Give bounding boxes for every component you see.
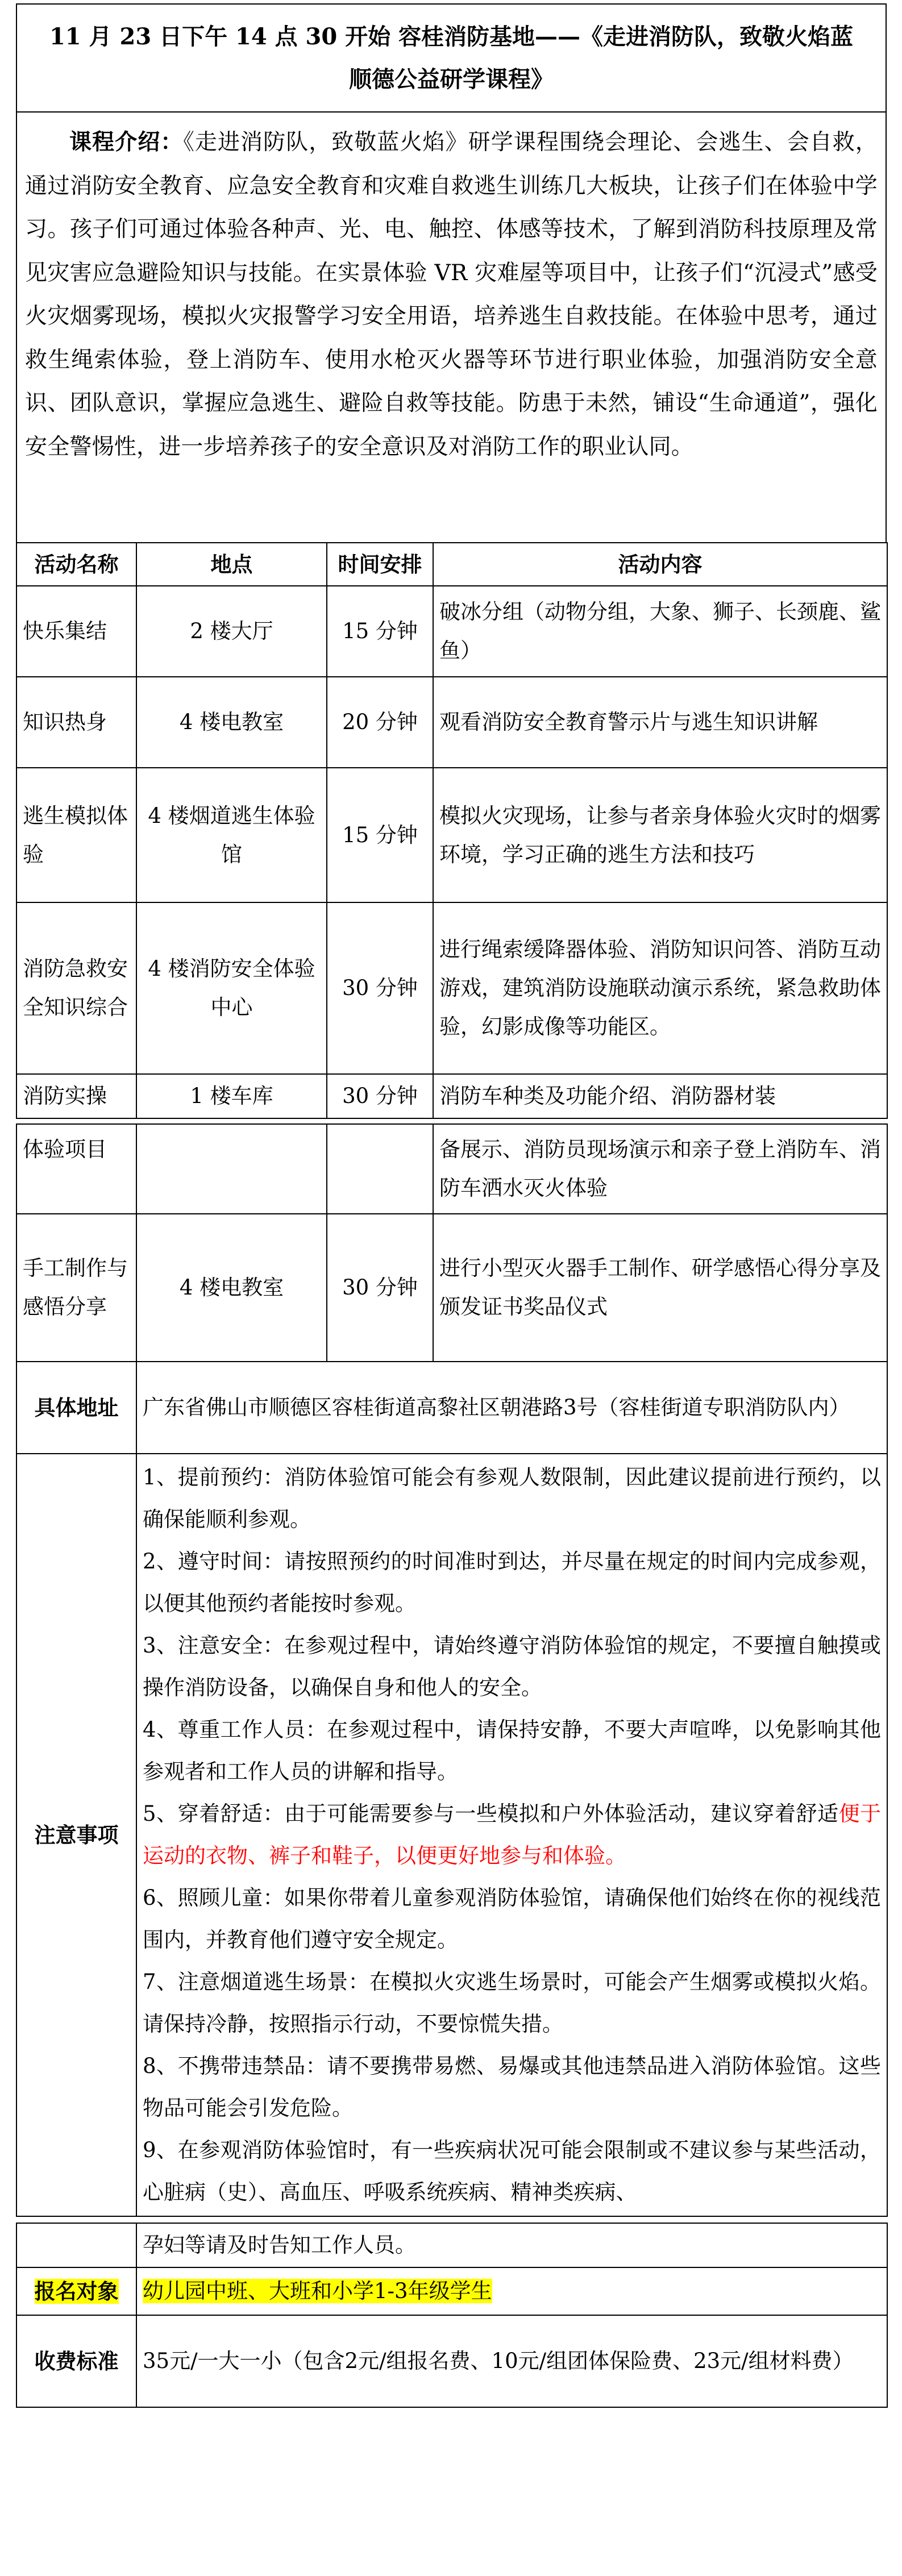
notes-continuation-text: 孕妇等请及时告知工作人员。 bbox=[136, 2223, 887, 2267]
activity-place bbox=[136, 1124, 327, 1214]
activity-content: 观看消防安全教育警示片与逃生知识讲解 bbox=[433, 677, 887, 768]
address-value: 广东省佛山市顺德区容桂街道高黎社区朝港路3号（容桂街道专职消防队内） bbox=[136, 1362, 887, 1454]
table-row bbox=[16, 1124, 887, 1214]
activity-content: 消防车种类及功能介绍、消防器材装 bbox=[433, 1074, 887, 1118]
activity-table-continued bbox=[16, 1123, 888, 2217]
note-item-5-text: 5、穿着舒适：由于可能需要参与一些模拟和户外体验活动，建议穿着舒适 bbox=[143, 1801, 839, 1826]
note-item: 6、照顾儿童：如果你带着儿童参观消防体验馆，请确保他们始终在你的视线范围内，并教育他们遵守安全规定。 bbox=[143, 1886, 881, 1952]
activity-name: 知识热身 bbox=[16, 677, 136, 768]
activity-content: 备展示、消防员现场演示和亲子登上消防车、消防车洒水灭火体验 bbox=[433, 1124, 887, 1214]
target-value: 幼儿园中班、大班和小学1-3年级学生 bbox=[143, 2279, 492, 2303]
info-table bbox=[16, 2223, 888, 2408]
activity-name: 消防急救安全知识综合 bbox=[16, 902, 136, 1074]
activity-place: 4 楼电教室 bbox=[136, 677, 327, 768]
header-content: 活动内容 bbox=[433, 543, 887, 586]
address-label: 具体地址 bbox=[16, 1362, 136, 1454]
note-item: 8、不携带违禁品：请不要携带易燃、易爆或其他违禁品进入消防体验馆。这些物品可能会引发危险。 bbox=[143, 2054, 881, 2120]
table-row bbox=[16, 1074, 887, 1118]
document bbox=[16, 3, 887, 2408]
header-time: 时间安排 bbox=[327, 543, 433, 586]
activity-content: 进行绳索缓降器体验、消防知识问答、消防互动游戏，建筑消防设施联动演示系统，紧急救助体验，幻影成像等功能区。 bbox=[433, 902, 887, 1074]
note-item-5-red-text: 便于运动的衣物、裤子和鞋子，以便更好地参与和体验。 bbox=[143, 1801, 881, 1868]
note-item bbox=[143, 1793, 881, 1877]
address-row bbox=[16, 1362, 887, 1454]
table-row bbox=[16, 1214, 887, 1362]
note-item: 7、注意烟道逃生场景：在模拟火灾逃生场景时，可能会产生烟雾或模拟火焰。请保持冷静，按照指示行动，不要惊慌失措。 bbox=[143, 1970, 881, 2036]
page-title: 11 月 23 日下午 14 点 30 开始 容桂消防基地——《走进消防队，致敬火焰蓝顺德公益研学课程》 bbox=[49, 23, 854, 93]
activity-name: 消防实操 bbox=[16, 1074, 136, 1118]
target-label: 报名对象 bbox=[34, 2279, 119, 2304]
activity-time: 30 分钟 bbox=[327, 1214, 433, 1362]
activity-name: 体验项目 bbox=[16, 1124, 136, 1214]
activity-content: 模拟火灾现场，让参与者亲身体验火灾时的烟雾环境，学习正确的逃生方法和技巧 bbox=[433, 768, 887, 902]
table-row bbox=[16, 902, 887, 1074]
activity-place: 1 楼车库 bbox=[136, 1074, 327, 1118]
notes-content bbox=[136, 1454, 887, 2216]
notes-row bbox=[16, 1454, 887, 2216]
course-intro-body: 《走进消防队，致敬蓝火焰》研学课程围绕会理论、会逃生、会自救，通过消防安全教育、应急安全教育和灾难自救逃生训练几大板块，让孩子们在体验中学习。孩子们可通过体验各种声、光、电、触控、体感等技术，了解到消防科技原理及常见灾害应急避险知识与技能。在实景体验 VR 灾难屋等项目中，让孩子们“沉浸式”感受火灾烟雾现场，模拟火灾报警学习安全用语，培养逃生自救技能。在体验中思考，通过救生绳索体验，登上消防车、使用水枪灭火器等环节进行职业体验，加强消防安全意识、团队意识，掌握应急逃生、避险自救等技能。防患于未然，铺设“生命通道”，强化安全警惕性，进一步培养孩子的安全意识及对消防工作的职业认同。 bbox=[25, 130, 878, 460]
fee-label: 收费标准 bbox=[16, 2315, 136, 2407]
activity-table bbox=[16, 542, 888, 1119]
activity-time bbox=[327, 1124, 433, 1214]
activity-name: 手工制作与感悟分享 bbox=[16, 1214, 136, 1362]
header-activity-name: 活动名称 bbox=[16, 543, 136, 586]
activity-time: 15 分钟 bbox=[327, 586, 433, 677]
activity-name: 逃生模拟体验 bbox=[16, 768, 136, 902]
activity-name: 快乐集结 bbox=[16, 586, 136, 677]
note-item: 4、尊重工作人员：在参观过程中，请保持安静，不要大声喧哗，以免影响其他参观者和工作人员的讲解和指导。 bbox=[143, 1717, 881, 1784]
activity-time: 20 分钟 bbox=[327, 677, 433, 768]
activity-place: 2 楼大厅 bbox=[136, 586, 327, 677]
note-item: 3、注意安全：在参观过程中，请始终遵守消防体验馆的规定，不要擅自触摸或操作消防设备，以确保自身和他人的安全。 bbox=[143, 1633, 881, 1700]
target-label-cell bbox=[16, 2267, 136, 2315]
title-box bbox=[16, 3, 887, 113]
notes-continuation-row bbox=[16, 2223, 887, 2267]
course-intro bbox=[16, 111, 887, 543]
fee-row bbox=[16, 2315, 887, 2407]
fee-value: 35元/一大一小（包含2元/组报名费、10元/组团体保险费、23元/组材料费） bbox=[136, 2315, 887, 2407]
course-intro-text bbox=[25, 120, 878, 469]
activity-content: 进行小型灭火器手工制作、研学感悟心得分享及颁发证书奖品仪式 bbox=[433, 1214, 887, 1362]
activity-content: 破冰分组（动物分组，大象、狮子、长颈鹿、鲨鱼） bbox=[433, 586, 887, 677]
note-item: 1、提前预约：消防体验馆可能会有参观人数限制，因此建议提前进行预约，以确保能顺利参观。 bbox=[143, 1465, 881, 1532]
activity-time: 30 分钟 bbox=[327, 902, 433, 1074]
activity-time: 30 分钟 bbox=[327, 1074, 433, 1118]
activity-place: 4 楼电教室 bbox=[136, 1214, 327, 1362]
table-row bbox=[16, 768, 887, 902]
note-item: 9、在参观消防体验馆时，有一些疾病状况可能会限制或不建议参与某些活动，心脏病（史）、高血压、呼吸系统疾病、精神类疾病、 bbox=[143, 2138, 881, 2204]
table-row bbox=[16, 677, 887, 768]
target-value-cell bbox=[136, 2267, 887, 2315]
activity-time: 15 分钟 bbox=[327, 768, 433, 902]
activity-place: 4 楼消防安全体验中心 bbox=[136, 902, 327, 1074]
header-location: 地点 bbox=[136, 543, 327, 586]
target-row bbox=[16, 2267, 887, 2315]
activity-place: 4 楼烟道逃生体验馆 bbox=[136, 768, 327, 902]
notes-continuation-empty bbox=[16, 2223, 136, 2267]
note-item: 2、遵守时间：请按照预约的时间准时到达，并尽量在规定的时间内完成参观，以便其他预约者能按时参观。 bbox=[143, 1549, 881, 1616]
course-intro-label: 课程介绍： bbox=[69, 129, 184, 155]
notes-label: 注意事项 bbox=[16, 1454, 136, 2216]
table-header-row bbox=[16, 543, 887, 586]
table-row bbox=[16, 586, 887, 677]
